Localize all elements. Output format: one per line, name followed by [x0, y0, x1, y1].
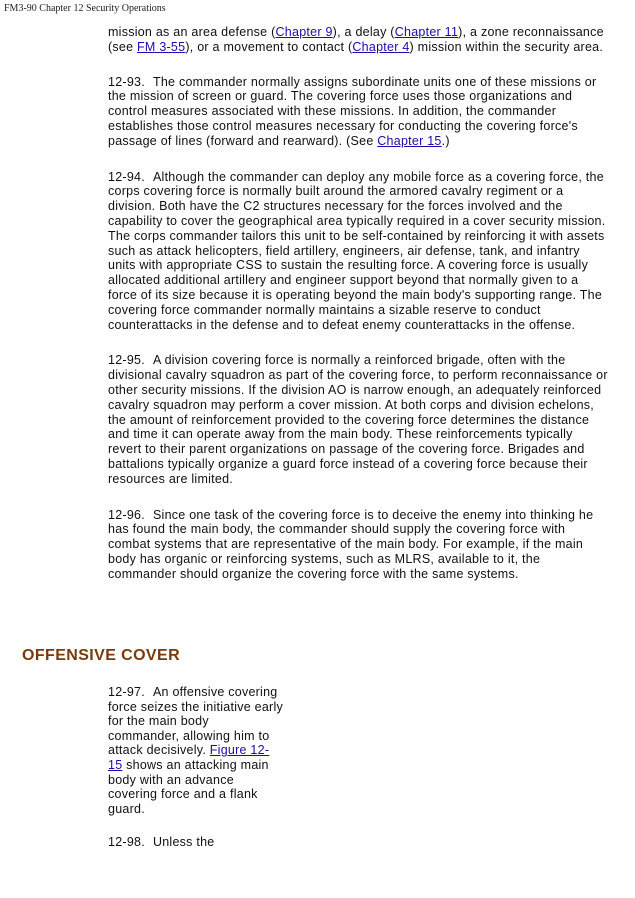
paragraph-end: shows an attacking main body with an advance covering force and a flank guard. [108, 757, 269, 816]
paragraph-number: 12-95. [108, 353, 145, 368]
document-header: FM3-90 Chapter 12 Security Operations [4, 3, 166, 14]
paragraph-text: The commander normally assigns subordinate units one of these missions or the mission of screen or guard. The covering force uses those organizations and control measures associated with these missions. In addition, the commander establishes those control measures necessary for conducting the covering force's passage of lines (forward and rearward). (See [108, 74, 597, 148]
intro-text-2: ), a delay ( [332, 25, 395, 39]
paragraph-end: .) [441, 133, 450, 148]
paragraph-12-93 [108, 75, 608, 149]
paragraph-text: A division covering force is normally a reinforced brigade, often with the divisional cavalry squadron as part of the covering force, to perform reconnaissance or other security missions. If the division AO is narrow enough, an adequately reinforced cavalry squadron may perform a cover mission. At both corps and division echelons, the amount of reinforcement provided to the covering force determines the distance and time it can operate away from the main body. These reinforcements typically revert to their parent organizations on passage of the covering force. Brigades and battalions typically organize a guard force instead of a covering force because their resources are limited. [108, 353, 608, 486]
chapter-9-link[interactable]: Chapter 9 [275, 25, 333, 39]
paragraph-12-96 [108, 508, 608, 582]
fm-3-55-link[interactable]: FM 3-55 [137, 39, 186, 54]
paragraph-12-95 [108, 353, 608, 486]
figure-12-15-link[interactable]: Figure 12-15 [108, 743, 270, 772]
intro-text-4: ), or a movement to contact ( [185, 39, 353, 54]
intro-text-3: ), a zone reconnaissance (see [108, 25, 604, 54]
chapter-11-link[interactable]: Chapter 11 [394, 25, 459, 39]
paragraph-number: 12-93. [108, 74, 145, 89]
intro-paragraph [108, 25, 608, 55]
paragraph-text: Unless the [152, 835, 215, 850]
main-content [108, 25, 608, 603]
chapter-15-link[interactable]: Chapter 15 [377, 133, 442, 148]
chapter-4-link[interactable]: Chapter 4 [352, 39, 410, 54]
paragraph-text: Since one task of the covering force is to deceive the enemy into thinking he has found the main body, the commander should supply the covering force with combat systems that are representative of the main body. For example, if the main body has organic or reinforcing systems, such as MLRS, available to it, the commander should organize the covering force with the same systems. [108, 507, 594, 581]
paragraph-text: Although the commander can deploy any mobile force as a covering force, the corps covering force is normally built around the armored cavalry regiment or a division. Both have the C2 structures necessary for the forces involved and the capability to cover the geographical area typically required in a cover security mission. The corps commander tailors this unit to be self-contained by reinforcing it with assets such as attack helicopters, field artillery, engineers, air defense, tank, and infantry units with appropriate CSS to sustain the resulting force. A covering force is usually allocated additional artillery and engineer support beyond that normally given to a force of its size because it is operating beyond the main body's supporting range. The covering force commander normally maintains a sizable reserve to conduct counterattacks in the defense and to defeat enemy counterattacks in the offense. [108, 169, 606, 332]
section-heading-offensive-cover: OFFENSIVE COVER [22, 647, 181, 664]
intro-text-5: ) mission within the security area. [409, 39, 604, 54]
paragraph-number: 12-94. [108, 169, 145, 184]
offensive-cover-content [108, 685, 283, 869]
paragraph-12-94 [108, 170, 608, 333]
paragraph-12-98 [108, 835, 283, 850]
intro-text-1: mission as an area defense ( [108, 25, 276, 39]
paragraph-number: 12-97. [108, 685, 145, 699]
paragraph-text: An offensive covering force seizes the initiative early for the main body commander, allowing him to attack decisively. [108, 685, 283, 758]
paragraph-number: 12-98. [108, 835, 145, 850]
paragraph-12-97 [108, 685, 283, 816]
paragraph-number: 12-96. [108, 507, 145, 522]
